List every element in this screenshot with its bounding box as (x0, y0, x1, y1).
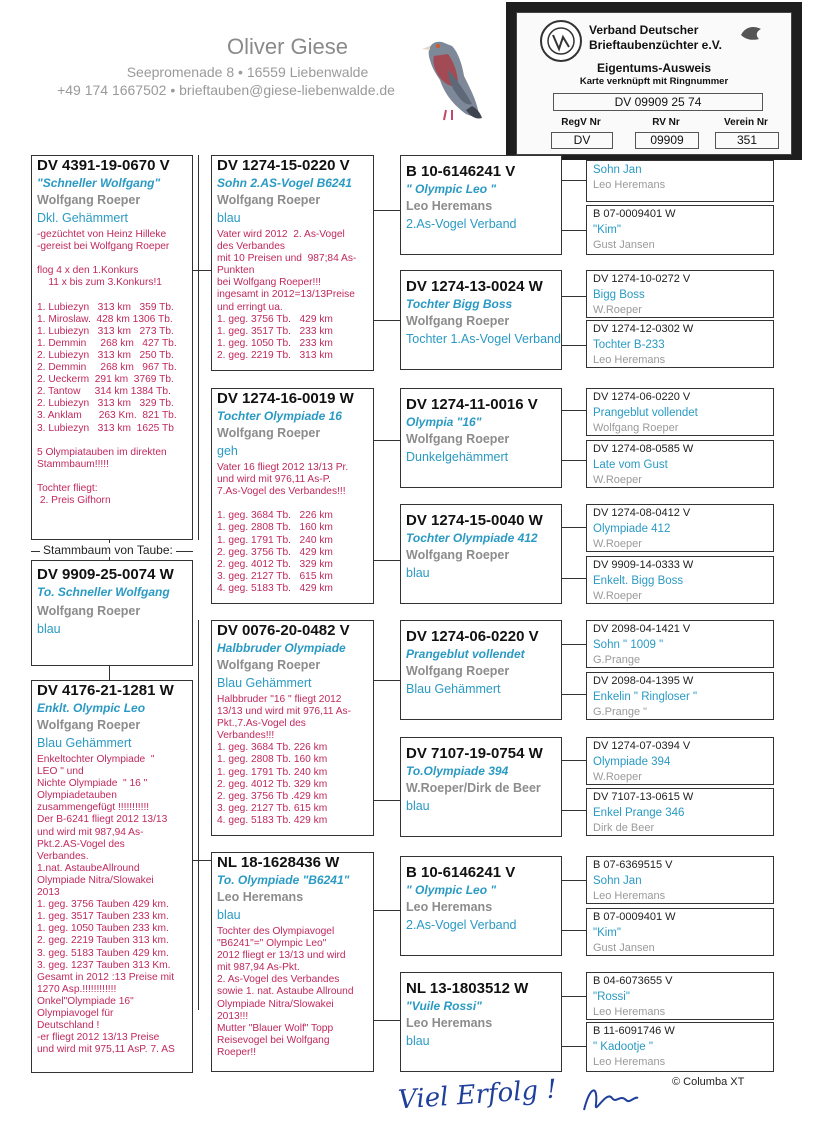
gen4-box (586, 556, 774, 604)
connector (198, 620, 199, 1010)
gen4-breeder: W.Roeper (593, 538, 642, 550)
gen2-box (211, 155, 374, 371)
connector (562, 230, 586, 231)
gen4-box (586, 504, 774, 552)
gen3-name: To.Olympiade 394 (406, 764, 509, 778)
gen2-name: Sohn 2.AS-Vogel B6241 (217, 176, 352, 190)
gen3-name: "Vuile Rossi" (406, 999, 482, 1013)
gen4-ring: DV 1274-10-0272 V (593, 273, 691, 285)
signature: Viel Erfolg ! (397, 1074, 558, 1116)
gen2-color: Blau Gehämmert (217, 676, 312, 690)
gen3-breeder: Wolfgang Roeper (406, 664, 510, 678)
gen3-box (400, 504, 562, 604)
card-org-line1: Verband Deutscher (589, 23, 699, 37)
gen4-box (586, 160, 774, 202)
gen4-ring: B 04-6073655 V (593, 975, 673, 987)
connector (374, 800, 400, 801)
connector (562, 296, 586, 297)
gen4-name: Bigg Boss (593, 289, 645, 301)
copyright: © Columba XT (672, 1076, 745, 1088)
gen4-name: Enkelt. Bigg Boss (593, 575, 684, 587)
gen2-box (211, 852, 374, 1072)
gen4-box (586, 856, 774, 904)
connector (562, 760, 586, 761)
gen4-name: Sohn " 1009 " (593, 639, 664, 651)
gen3-name: " Olympic Leo " (406, 182, 497, 196)
gen4-ring: DV 1274-08-0412 V (593, 507, 691, 519)
gen2-color: blau (217, 211, 241, 225)
connector (562, 345, 586, 346)
gen3-color: Blau Gehämmert (406, 682, 501, 696)
gen4-box (586, 205, 774, 255)
gen4-name: Olympiade 412 (593, 523, 671, 535)
ownership-card (516, 12, 792, 155)
gen3-ring: DV 1274-15-0040 W (406, 512, 543, 529)
gen4-name: Olympiade 394 (593, 756, 671, 768)
gen2-notes: Halbbruder "16 " fliegt 2012 13/13 und wird mit 976,11 As- Pkt.,7.As-Vogel des Verbandes!!! 1. geg. 3684 Tb. 226 km 1. geg. 2808 Tb. 160 km 1. geg. 1791 Tb. 240 km 2. geg. 4012 Tb. 329 km 2. geg. 3756 Tb .429 km 3. geg. 2127 Tb. 615 km 4. geg. 5183 Tb. 429 km (217, 694, 352, 826)
father-ring: DV 4391-19-0670 V (37, 157, 170, 174)
connector (198, 155, 199, 540)
mother-name: Enklt. Olympic Leo (37, 701, 146, 715)
pigeon-emblem-icon (737, 21, 767, 45)
gen3-name: Tochter Olympiade 412 (406, 531, 538, 545)
gen2-ring: DV 0076-20-0482 V (217, 622, 350, 639)
subject-breeder: Wolfgang Roeper (37, 604, 141, 618)
gen4-box (586, 908, 774, 956)
card-title: Eigentums-Ausweis (596, 61, 712, 75)
gen2-color: geh (217, 444, 238, 458)
vdb-logo-icon (539, 19, 583, 63)
connector (562, 694, 586, 695)
gen4-box (586, 1022, 774, 1072)
gen3-color: Tochter 1.As-Vogel Verband (406, 332, 561, 346)
signature-scribble-icon (580, 1080, 640, 1120)
connector (562, 410, 586, 411)
gen2-breeder: Wolfgang Roeper (217, 426, 321, 440)
gen2-name: Tochter Olympiade 16 (217, 409, 342, 423)
gen4-breeder: Gust Jansen (593, 942, 655, 954)
gen3-box (400, 737, 562, 837)
gen4-breeder: G.Prange " (593, 706, 648, 718)
father-name: "Schneller Wolfgang" (37, 176, 161, 190)
mother-breeder: Wolfgang Roeper (37, 718, 141, 732)
gen4-ring: DV 2098-04-1421 V (593, 623, 691, 635)
gen3-color: blau (406, 566, 430, 580)
gen4-breeder: Gust Jansen (593, 239, 655, 251)
subject-box (31, 560, 193, 666)
gen4-name: Prangeblut vollendet (593, 407, 698, 419)
gen4-name: Late vom Gust (593, 459, 668, 471)
gen4-breeder: Leo Heremans (593, 1006, 666, 1018)
gen3-ring: DV 1274-11-0016 V (406, 396, 538, 413)
gen4-breeder: Leo Heremans (593, 1056, 666, 1068)
father-color: Dkl. Gehämmert (37, 211, 128, 225)
gen4-name: Enkelin " Ringloser " (593, 691, 698, 703)
gen3-breeder: Leo Heremans (406, 900, 493, 914)
gen4-ring: DV 2098-04-1395 W (593, 675, 694, 687)
gen4-breeder: W.Roeper (593, 474, 642, 486)
subject-color: blau (37, 622, 61, 636)
gen2-color: blau (217, 908, 241, 922)
gen3-name: Tochter Bigg Boss (406, 297, 513, 311)
gen2-name: To. Olympiade "B6241" (217, 873, 350, 887)
father-box (31, 155, 193, 540)
father-breeder: Wolfgang Roeper (37, 193, 141, 207)
gen2-ring: DV 1274-15-0220 V (217, 157, 350, 174)
mother-box (31, 680, 193, 1073)
connector (562, 930, 586, 931)
gen4-breeder: Dirk de Beer (593, 822, 655, 834)
gen4-ring: DV 1274-06-0220 V (593, 391, 691, 403)
card-org-line2: Brieftaubenzüchter e.V. (589, 38, 722, 52)
gen4-ring: B 07-0009401 W (593, 911, 676, 923)
connector (562, 527, 586, 528)
gen4-ring: DV 1274-07-0394 V (593, 740, 691, 752)
pigeon-image (418, 30, 486, 122)
connector (562, 810, 586, 811)
connector (562, 578, 586, 579)
card-col3-label: Verein Nr (724, 117, 768, 128)
gen4-name: Sohn Jan (593, 164, 642, 176)
gen4-box (586, 270, 774, 318)
gen3-box (400, 155, 562, 255)
gen4-ring: DV 1274-12-0302 W (593, 323, 694, 335)
gen4-breeder: G.Prange (593, 654, 641, 666)
gen3-ring: DV 1274-13-0024 W (406, 278, 543, 295)
gen3-color: Dunkelgehämmert (406, 450, 509, 464)
connector (374, 320, 400, 321)
gen3-ring: B 10-6146241 V (406, 864, 516, 881)
connector (562, 1046, 586, 1047)
stammbaum-label: Stammbaum von Taube: (40, 543, 176, 557)
gen4-breeder: W.Roeper (593, 590, 642, 602)
breeder-contact: +49 174 1667502 • brieftauben@giese-liebenwalde.de (57, 82, 395, 98)
gen3-box (400, 388, 562, 488)
connector (562, 880, 586, 881)
gen2-breeder: Wolfgang Roeper (217, 658, 321, 672)
connector (374, 560, 400, 561)
gen4-breeder: W.Roeper (593, 304, 642, 316)
gen3-name: " Olympic Leo " (406, 883, 497, 897)
mother-notes: Enkeltochter Olympiade " LEO " und Nichte Olympiade " 16 " Olympiadetauben zusammengefügt !!!!!!!!!!! Der B-6241 fliegt 2012 13/13 und wird mit 987,94 As- Pkt.2.AS-Vogel des Verbandes. 1.nat. AstaubeAllround Olympiade Nitra/Slowakei 2013 1. geg. 3756 Tauben 429 km. 1. geg. 3517 Tauben 233 km. 1. geg. 1050 Tauben 233 km. 2. geg. 2219 Tauben 313 km. 3. geg. 5183 Tauben 429 km. 3. geg. 1237 Tauben 313 Km. Gesamt in 2012 :13 Preise mit 1270 Asp.!!!!!!!!!!!! Onkel"Olympiade 16" Olympiavogel für Deutschland ! -er fliegt 2012 13/13 Preise und wird mit 975,11 AsP. 7. AS (37, 754, 175, 1056)
gen4-box (586, 620, 774, 668)
gen3-name: Olympia "16" (406, 415, 482, 429)
gen4-box (586, 388, 774, 436)
gen4-box (586, 440, 774, 488)
gen3-box (400, 620, 562, 720)
gen2-ring: DV 1274-16-0019 W (217, 390, 354, 407)
gen4-ring: DV 7107-13-0615 W (593, 791, 694, 803)
gen2-box (211, 620, 374, 836)
gen3-ring: DV 7107-19-0754 W (406, 745, 543, 762)
gen2-notes: Vater 16 fliegt 2012 13/13 Pr. und wird mit 976,11 As-P. 7.As-Vogel des Verbandes!!! 1. geg. 3684 Tb. 226 km 1. geg. 2808 Tb. 160 km 1. geg. 1791 Tb. 240 km 2. geg. 3756 Tb. 429 km 2. geg. 4012 Tb. 329 km 3. geg. 2127 Tb. 615 km 4. geg. 5183 Tb. 429 km (217, 462, 349, 594)
gen4-name: Sohn Jan (593, 875, 642, 887)
gen4-name: " Kadootje " (593, 1041, 653, 1053)
gen3-breeder: Wolfgang Roeper (406, 314, 510, 328)
breeder-address: Seepromenade 8 • 16559 Liebenwalde (126, 64, 369, 80)
gen3-color: 2.As-Vogel Verband (406, 217, 517, 231)
connector (374, 910, 400, 911)
gen4-ring: DV 1274-08-0585 W (593, 443, 694, 455)
gen4-breeder: Leo Heremans (593, 890, 666, 902)
gen4-box (586, 737, 774, 785)
gen3-breeder: Wolfgang Roeper (406, 548, 510, 562)
gen3-box (400, 972, 562, 1072)
gen3-color: 2.As-Vogel Verband (406, 918, 517, 932)
gen4-breeder: Leo Heremans (593, 354, 666, 366)
gen2-notes: Vater wird 2012 2. As-Vogel des Verbandes mit 10 Preisen und 987;84 As- Punkten bei Wolfgang Roeper!!! ingesamt in 2012=13/13Preise und erringt ua. 1. geg. 3756 Tb. 429 km 1. geg. 3517 Tb. 233 km 1. geg. 1050 Tb. 233 km 2. geg. 2219 Tb. 313 km (217, 229, 357, 361)
gen2-name: Halbbruder Olympiade (217, 641, 346, 655)
connector (193, 860, 211, 861)
gen4-name: "Rossi" (593, 991, 630, 1003)
gen4-ring: DV 9909-14-0333 W (593, 559, 694, 571)
gen2-box (211, 388, 374, 604)
gen4-box (586, 788, 774, 836)
connector (562, 180, 586, 181)
gen2-ring: NL 18-1628436 W (217, 854, 340, 871)
gen4-breeder: W.Roeper (593, 771, 642, 783)
gen3-ring: DV 1274-06-0220 V (406, 628, 539, 645)
father-notes: -gezüchtet von Heinz Hilleke -gereist bei Wolfgang Roeper flog 4 x den 1.Konkurs 11 x bis zum 3.Konkurs!1 1. Lubiezyn 313 km 359 Tb. 1. Miroslaw. 428 km 1306 Tb. 1. Lubiezyn 313 km 273 Tb. 1. Demmin 268 km 427 Tb. 2. Lubiezyn 313 km 250 Tb. 2. Demmin 268 km 967 Tb. 2. Ueckerm 291 km 3769 Tb. 2. Tantow 314 km 1384 Tb. 2. Lubiezyn 313 km 329 Tb. 3. Anklam 263 Km. 821 Tb. 3. Lubiezyn 313 km 1625 Tb 5 Olympiatauben im direkten Stammbaum!!!!! Tochter fliegt: 2. Preis Gifhorn (37, 229, 177, 507)
subject-name: To. Schneller Wolfgang (37, 585, 170, 599)
gen3-box (400, 856, 562, 956)
mother-ring: DV 4176-21-1281 W (37, 682, 174, 699)
card-ring-number: DV 09909 25 74 (553, 93, 763, 111)
connector (193, 270, 211, 271)
gen3-box (400, 270, 562, 370)
gen2-notes: Tochter des Olympiavogel "B6241"=" Olympic Leo" 2012 fliegt er 13/13 und wird mit 987,94 As-Pkt. 2. As-Vogel des Verbandes sowie 1. nat. Astaube Allround Olympiade Nitra/Slowakei 2013!!! Mutter "Blauer Wolf" Topp Reisevogel bei Wolfgang Roeper!! (217, 926, 354, 1058)
gen3-name: Prangeblut vollendet (406, 647, 525, 661)
gen4-breeder: Wolfgang Roeper (593, 422, 679, 434)
gen4-name: "Kim" (593, 927, 621, 939)
gen4-ring: B 07-6369515 V (593, 859, 673, 871)
gen4-box (586, 320, 774, 368)
card-col3-value: 351 (715, 132, 779, 149)
connector (374, 680, 400, 681)
gen3-ring: NL 13-1803512 W (406, 980, 529, 997)
gen2-breeder: Leo Heremans (217, 890, 304, 904)
gen2-breeder: Wolfgang Roeper (217, 193, 321, 207)
connector (562, 996, 586, 997)
gen3-color: blau (406, 1034, 430, 1048)
card-subtitle: Karte verknüpft mit Ringnummer (579, 76, 729, 87)
gen3-breeder: Leo Heremans (406, 199, 493, 213)
gen3-color: blau (406, 799, 430, 813)
breeder-name: Oliver Giese (226, 34, 349, 59)
gen4-breeder: Leo Heremans (593, 179, 666, 191)
gen3-breeder: W.Roeper/Dirk de Beer (406, 781, 541, 795)
connector (562, 644, 586, 645)
card-col2-label: RV Nr (652, 117, 680, 128)
connector (374, 1020, 400, 1021)
gen4-box (586, 972, 774, 1020)
connector (562, 460, 586, 461)
connector (374, 210, 400, 211)
card-col2-value: 09909 (635, 132, 699, 149)
connector (374, 440, 400, 441)
gen3-breeder: Leo Heremans (406, 1016, 493, 1030)
gen4-name: "Kim" (593, 224, 621, 236)
card-col1-value: DV (551, 132, 613, 149)
gen4-ring: B 11-6091746 W (593, 1025, 675, 1037)
gen4-box (586, 672, 774, 720)
gen4-ring: B 07-0009401 W (593, 208, 676, 220)
gen4-name: Tochter B-233 (593, 339, 665, 351)
gen3-ring: B 10-6146241 V (406, 163, 516, 180)
subject-ring: DV 9909-25-0074 W (37, 566, 174, 583)
card-col1-label: RegV Nr (561, 117, 601, 128)
gen3-breeder: Wolfgang Roeper (406, 432, 510, 446)
mother-color: Blau Gehämmert (37, 736, 132, 750)
gen4-name: Enkel Prange 346 (593, 807, 685, 819)
